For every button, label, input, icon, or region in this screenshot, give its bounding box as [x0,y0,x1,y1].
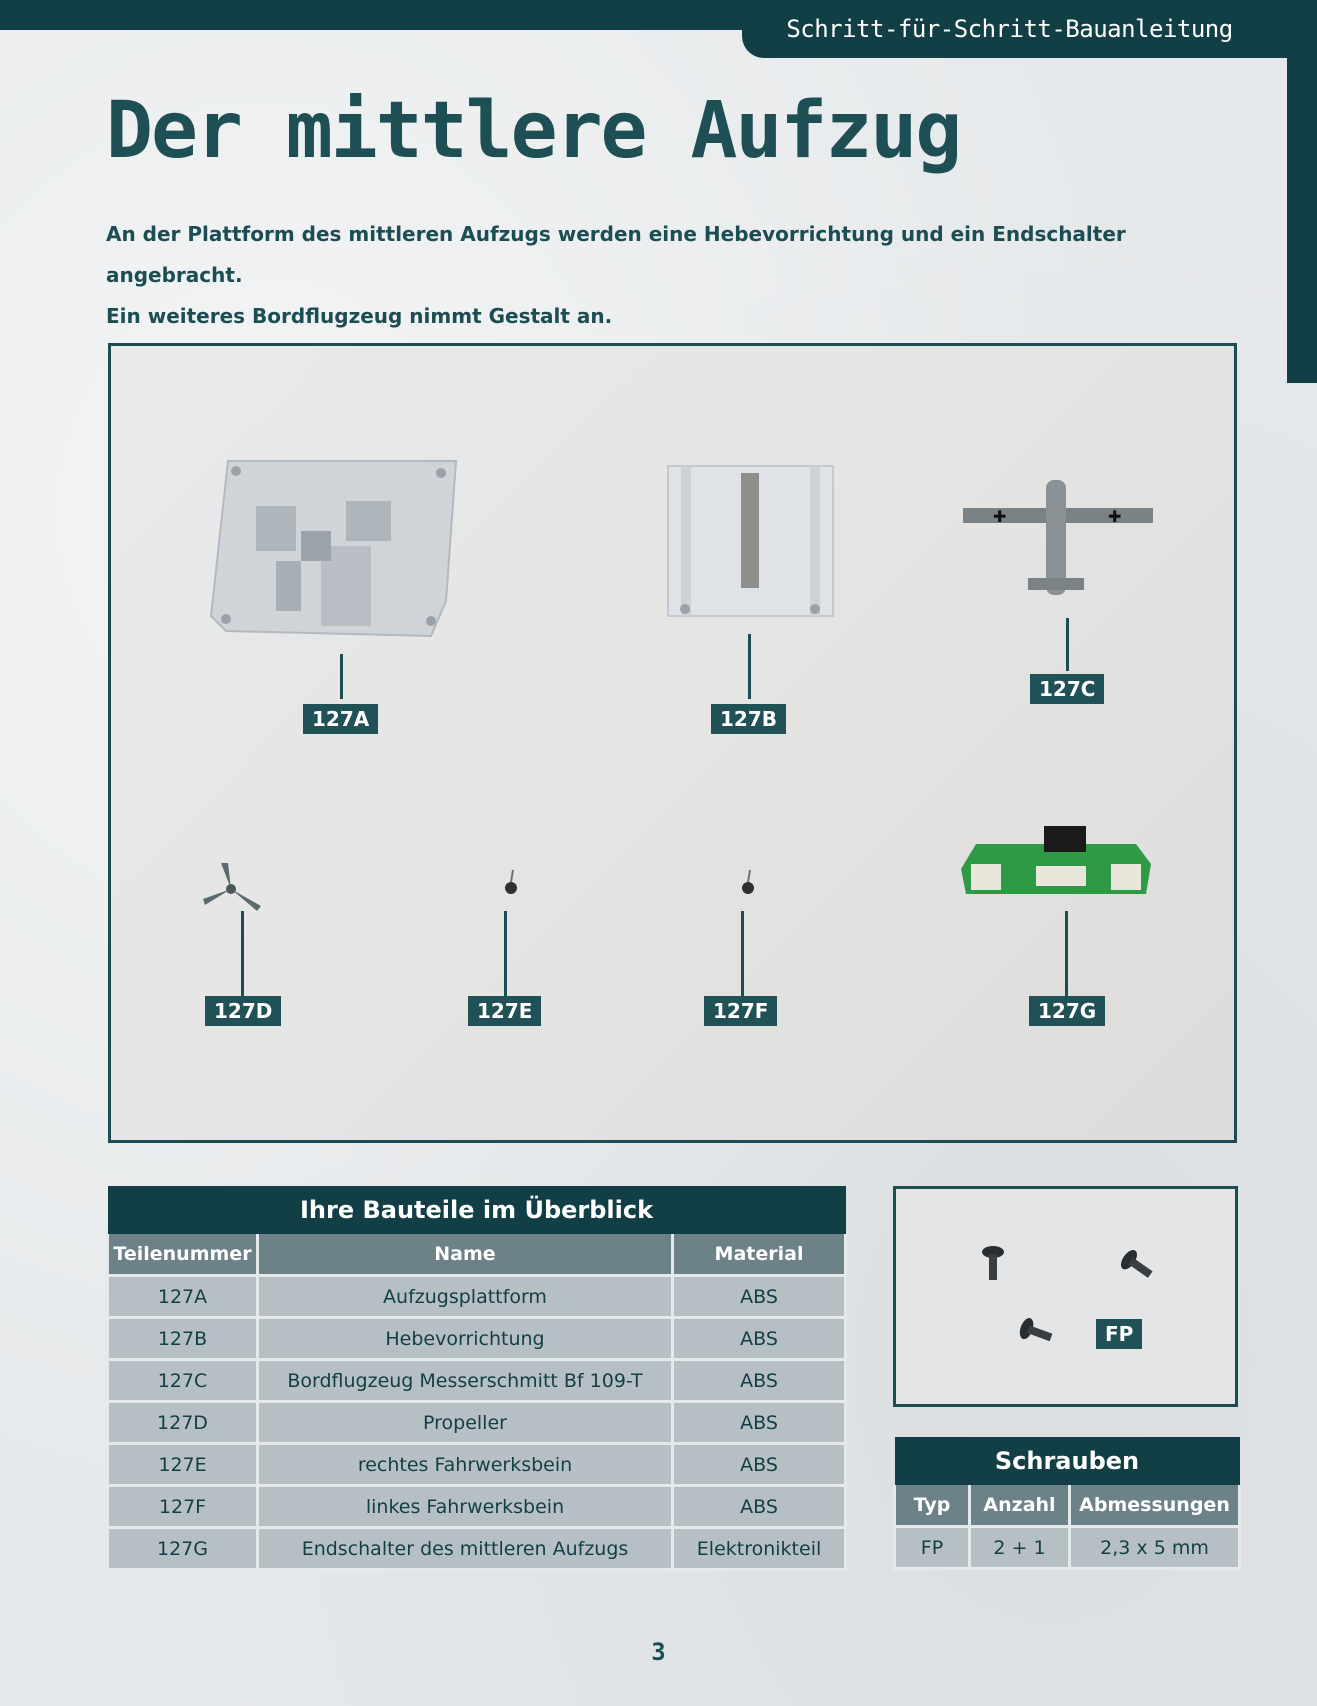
lift-image [663,461,838,626]
label-127d: 127D [205,996,281,1026]
part-name: Bordflugzeug Messerschmitt Bf 109-T [258,1360,673,1402]
screws-table [893,1437,1241,1570]
propeller-image [201,861,266,916]
leader-127g [1065,911,1068,996]
leader-127a [340,654,343,699]
section-label: Schritt-für-Schritt-Bauanleitung [742,0,1317,58]
label-127f: 127F [704,996,777,1026]
label-127a: 127A [303,704,378,734]
part-material: ABS [673,1486,846,1528]
part-material: Elektronikteil [673,1528,846,1570]
leader-127c [1066,618,1069,671]
column-header: Name [258,1234,673,1276]
part-number: 127F [108,1486,258,1528]
leader-127d [241,911,244,996]
part-name: Propeller [258,1402,673,1444]
part-number: 127G [108,1528,258,1570]
screw-count: 2 + 1 [970,1527,1070,1569]
intro-text [106,214,1256,337]
table-row [108,1486,846,1528]
intro-line-1: An der Plattform des mittleren Aufzugs werden eine Hebevorrichtung und ein Endschalter angebracht. [106,222,1126,287]
table-row [108,1402,846,1444]
leader-127e [504,911,507,996]
part-name: Aufzugsplattform [258,1276,673,1318]
part-material: ABS [673,1444,846,1486]
gear-leg-right-image [496,868,526,898]
screw-type: FP [895,1527,970,1569]
part-material: ABS [673,1402,846,1444]
part-number: 127E [108,1444,258,1486]
screws-photo [893,1186,1238,1407]
part-name: Hebevorrichtung [258,1318,673,1360]
intro-line-2: Ein weiteres Bordflugzeug nimmt Gestalt an. [106,304,613,328]
parts-photo [108,343,1237,1143]
part-material: ABS [673,1360,846,1402]
gear-leg-left-image [733,868,763,898]
limit-switch-image [956,824,1156,904]
column-header: Anzahl [970,1485,1070,1527]
part-name: rechtes Fahrwerksbein [258,1444,673,1486]
table-row [108,1444,846,1486]
screw-image [1014,1317,1059,1347]
part-material: ABS [673,1318,846,1360]
label-fp: FP [1096,1319,1142,1349]
table-row [108,1360,846,1402]
svg-text:✚: ✚ [1108,507,1122,526]
label-127g: 127G [1029,996,1105,1026]
page-number: 3 [651,1638,666,1666]
part-number: 127B [108,1318,258,1360]
right-edge-bar [1287,30,1317,383]
screws-table-title: Schrauben [895,1437,1240,1485]
column-header: Abmessungen [1070,1485,1240,1527]
part-name: linkes Fahrwerksbein [258,1486,673,1528]
label-127b: 127B [711,704,786,734]
table-row [108,1276,846,1318]
leader-127b [748,634,751,699]
part-number: 127C [108,1360,258,1402]
column-header: Teilenummer [108,1234,258,1276]
label-127e: 127E [468,996,541,1026]
platform-image [206,451,471,651]
page-title: Der mittlere Aufzug [106,86,961,176]
column-header: Material [673,1234,846,1276]
part-name: Endschalter des mittleren Aufzugs [258,1528,673,1570]
plane-image [958,478,1158,608]
screw-image [978,1244,1008,1284]
column-header: Typ [895,1485,970,1527]
svg-text:✚: ✚ [993,507,1007,526]
part-number: 127D [108,1402,258,1444]
parts-table-title: Ihre Bauteile im Überblick [108,1186,846,1234]
leader-127f [741,911,744,996]
parts-table [106,1186,847,1571]
screw-dimensions: 2,3 x 5 mm [1070,1527,1240,1569]
table-row [895,1527,1240,1569]
part-material: ABS [673,1276,846,1318]
part-number: 127A [108,1276,258,1318]
table-row [108,1318,846,1360]
table-row [108,1528,846,1570]
screw-image [1118,1249,1158,1284]
label-127c: 127C [1030,674,1104,704]
